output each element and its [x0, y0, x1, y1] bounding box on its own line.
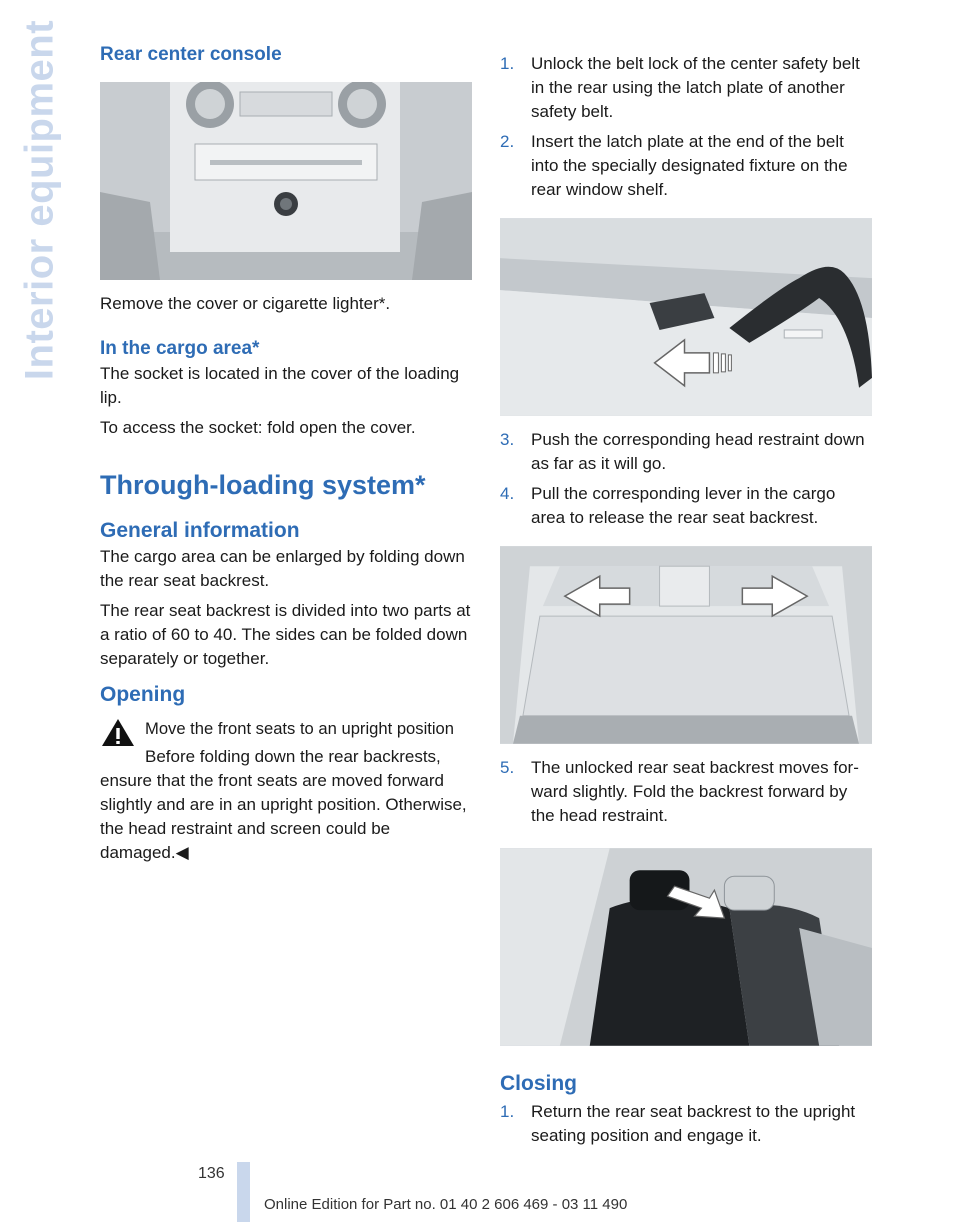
seat-backrest-image: [500, 848, 872, 1046]
step-5: [500, 756, 873, 828]
step-text: Return the rear seat backrest to the upright seating position and engage it.: [531, 1102, 856, 1145]
warning-line-1: Move the front seats to an upright position: [145, 719, 455, 738]
step-number: 5.: [500, 758, 515, 777]
step-text: Push the corresponding head restraint down as far as it will go.: [531, 430, 865, 473]
cargo-paragraph-2: To access the socket: fold open the cover.: [100, 418, 416, 437]
step-2: [500, 130, 873, 202]
cargo-area-image: [500, 546, 872, 744]
opening-heading: Opening: [100, 683, 186, 706]
warning-line-2: Before folding down the rear backrests,: [145, 747, 441, 766]
footer-edition: Online Edition for Part no. 01 40 2 606 469 - 03 11 490: [264, 1196, 628, 1213]
step-3: [500, 428, 873, 476]
step-4: [500, 482, 873, 530]
step-text: Unlock the belt lock of the center safety belt in the rear using the latch plate of another safety belt.: [531, 54, 860, 121]
right-column: [500, 52, 873, 1148]
belt-latch-image: [500, 218, 872, 416]
step-number: 2.: [500, 132, 515, 151]
step-number: 4.: [500, 484, 515, 503]
step-number: 1.: [500, 54, 515, 73]
step-1: [500, 52, 873, 124]
cargo-heading: In the cargo area*: [100, 338, 260, 359]
step-text: Pull the corresponding lever in the cargo area to release the rear seat backrest.: [531, 484, 836, 527]
footer-bar: [237, 1162, 250, 1222]
page-number: 136: [198, 1165, 225, 1182]
general-paragraph-2: The rear seat backrest is divided into two parts at a ratio of 60 to 40. The sides can be folded down separately or together.: [100, 601, 471, 668]
warning-body: ensure that the front seats are moved forward slightly and are in an upright position. Otherwise, the head restraint and screen could be damaged.◀: [100, 771, 467, 862]
sidebar-chapter-title: [10, 0, 70, 400]
general-heading: General information: [100, 519, 300, 542]
rear-console-text: Remove the cover or cigarette lighter*.: [100, 294, 391, 313]
step-text: Insert the latch plate at the end of the belt into the specially designated fixture on the rear window shelf.: [531, 132, 848, 199]
warning-block: [100, 717, 472, 865]
step-number: 1.: [500, 1102, 515, 1121]
rear-console-image: [100, 82, 472, 280]
closing-step-1: [500, 1100, 873, 1148]
general-paragraph-1: The cargo area can be enlarged by folding down the rear seat backrest.: [100, 547, 465, 590]
rear-console-heading: Rear center console: [100, 44, 282, 65]
warning-triangle-icon: [100, 717, 136, 749]
section-title: Through-loading system*: [100, 470, 426, 500]
step-number: 3.: [500, 430, 515, 449]
chapter-title-text: Interior equipment: [17, 19, 62, 381]
cargo-paragraph-1: The socket is located in the cover of the loading lip.: [100, 364, 460, 407]
step-text: The unlocked rear seat backrest moves forward slightly. Fold the backrest forward by the head restraint.: [531, 758, 859, 825]
closing-heading: Closing: [500, 1072, 577, 1095]
left-column: [100, 44, 472, 865]
